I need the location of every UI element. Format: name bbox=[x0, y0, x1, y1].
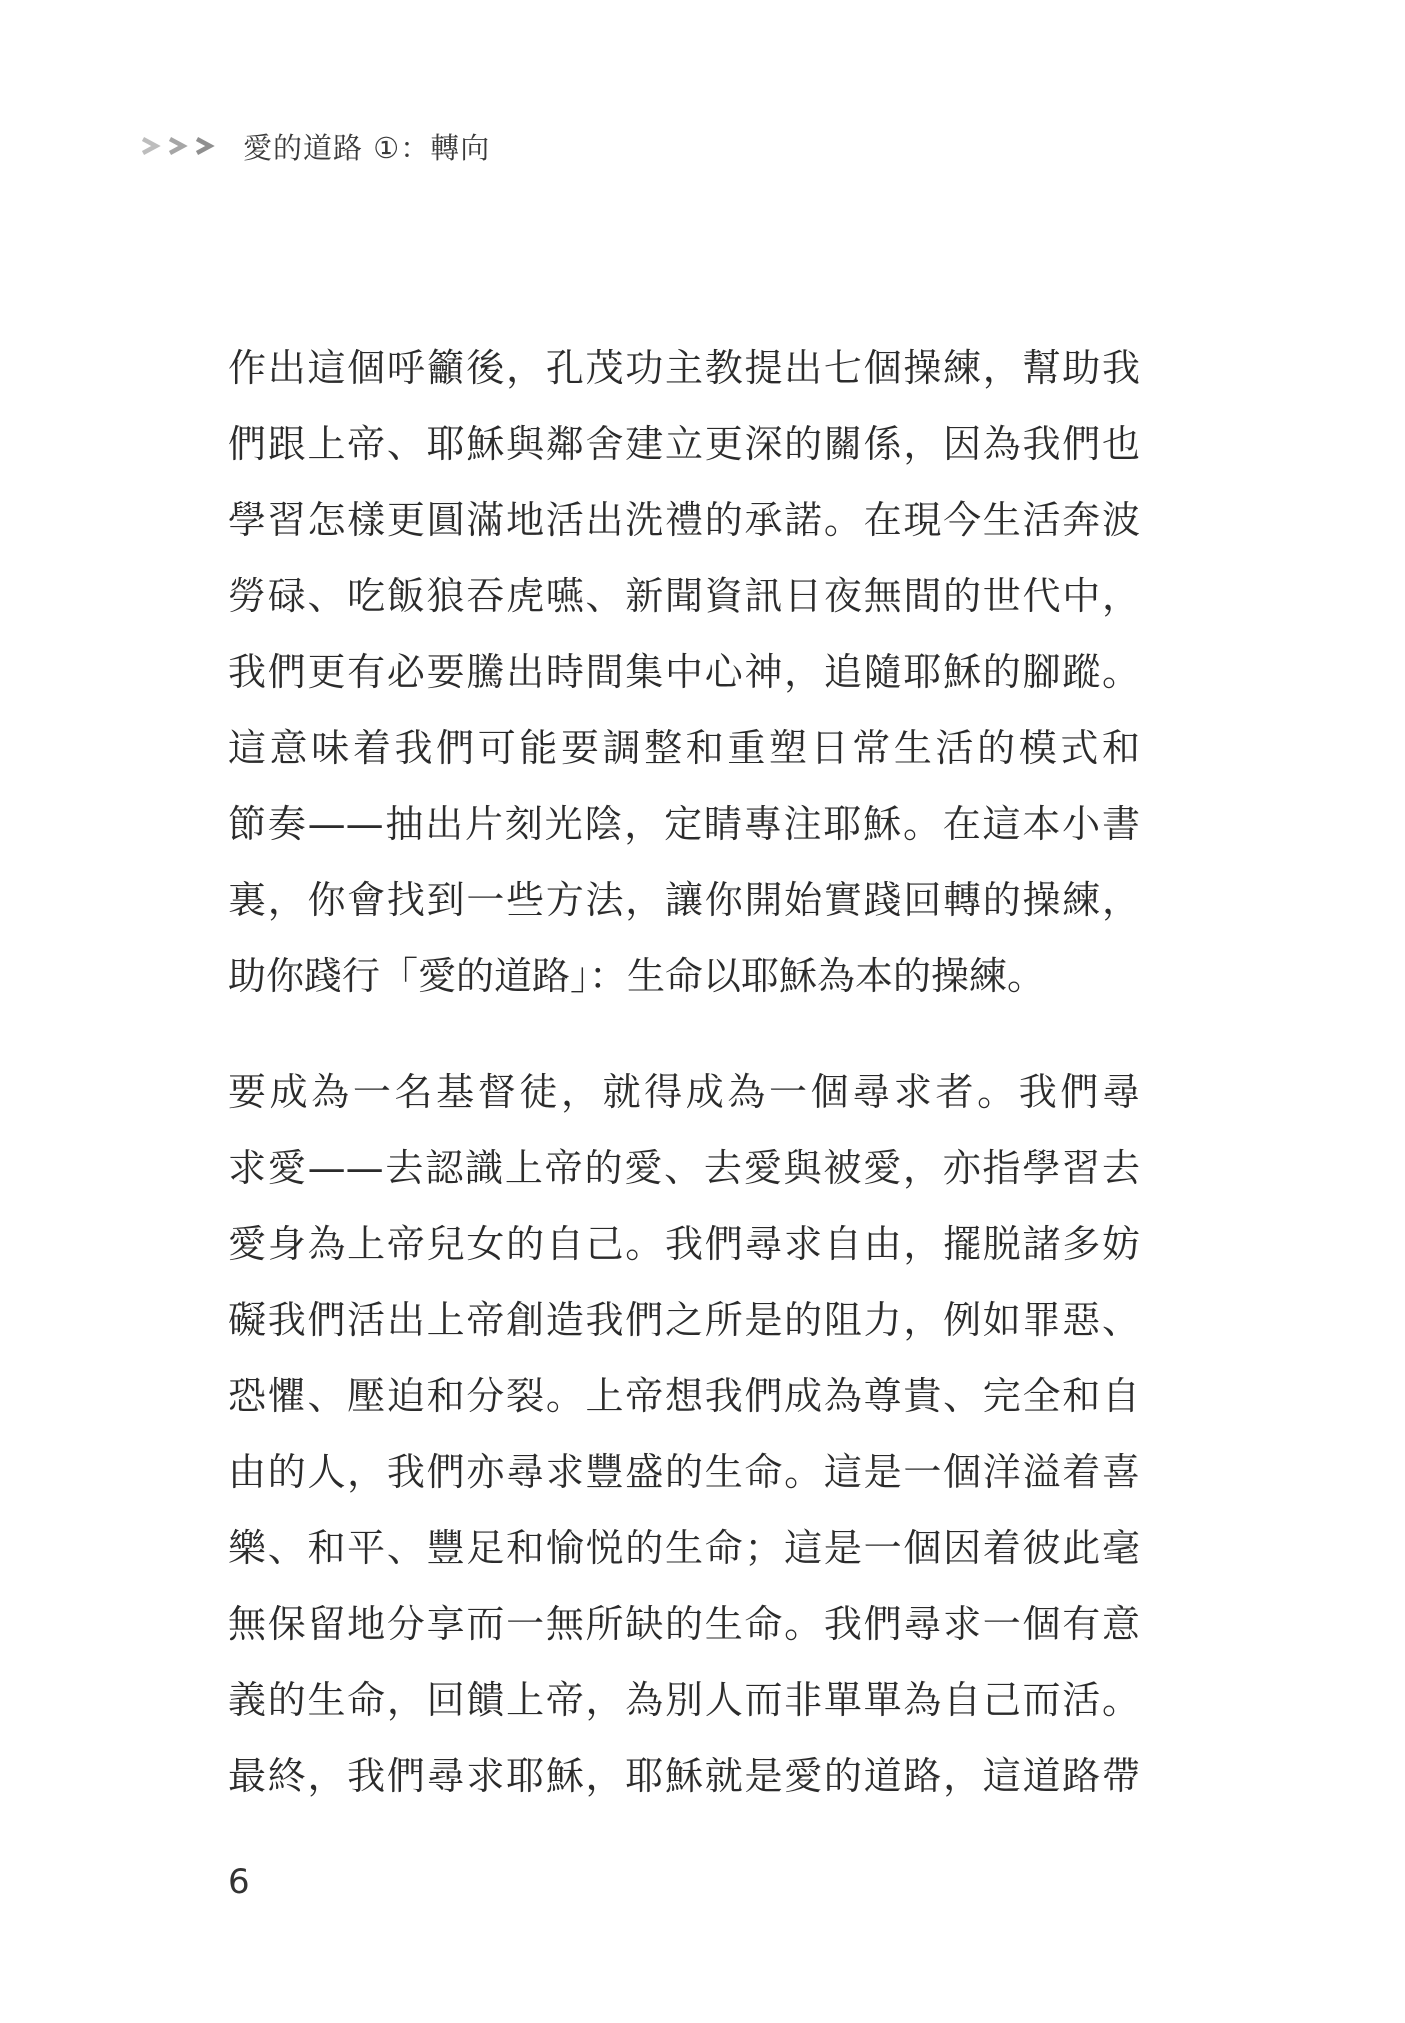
text-line: 作出這個呼籲後，孔茂功主教提出七個操練，幫助我 bbox=[228, 346, 1140, 390]
chevron-right-icon bbox=[194, 137, 218, 155]
running-header bbox=[140, 124, 490, 168]
text-line: 要成為一名基督徒，就得成為一個尋求者。我們尋 bbox=[228, 1070, 1140, 1114]
text-line: 求愛——去認識上帝的愛、去愛與被愛，亦指學習去 bbox=[228, 1146, 1140, 1190]
text-line: 我們更有必要騰出時間集中心神，追隨耶穌的腳蹤。 bbox=[228, 650, 1140, 694]
chevron-right-icon bbox=[167, 137, 191, 155]
text-line: 最終，我們尋求耶穌，耶穌就是愛的道路，這道路帶 bbox=[228, 1754, 1140, 1798]
text-line: 們跟上帝、耶穌與鄰舍建立更深的關係，因為我們也 bbox=[228, 422, 1140, 466]
text-line: 學習怎樣更圓滿地活出洗禮的承諾。在現今生活奔波 bbox=[228, 498, 1140, 542]
text-line: 礙我們活出上帝創造我們之所是的阻力，例如罪惡、 bbox=[228, 1298, 1140, 1342]
chapter-title: 愛的道路 ①：轉向 bbox=[243, 130, 491, 165]
chevron-right-icon bbox=[140, 137, 164, 155]
text-line: 無保留地分享而一無所缺的生命。我們尋求一個有意 bbox=[228, 1602, 1140, 1646]
paragraph-1 bbox=[228, 330, 1140, 1014]
text-line: 助你踐行「愛的道路」：生命以耶穌為本的操練。 bbox=[228, 954, 1046, 998]
text-line: 勞碌、吃飯狼吞虎嚥、新聞資訊日夜無間的世代中， bbox=[228, 574, 1140, 618]
triple-chevron-icon bbox=[140, 137, 221, 155]
text-line: 樂、和平、豐足和愉悦的生命；這是一個因着彼此毫 bbox=[228, 1526, 1140, 1570]
text-line: 節奏——抽出片刻光陰，定睛專注耶穌。在這本小書 bbox=[228, 802, 1140, 846]
text-line: 義的生命，回饋上帝，為別人而非單單為自己而活。 bbox=[228, 1678, 1140, 1722]
text-line: 這意味着我們可能要調整和重塑日常生活的模式和 bbox=[228, 726, 1140, 770]
text-line: 由的人，我們亦尋求豐盛的生命。這是一個洋溢着喜 bbox=[228, 1450, 1140, 1494]
text-line: 恐懼、壓迫和分裂。上帝想我們成為尊貴、完全和自 bbox=[228, 1374, 1140, 1418]
paragraph-2 bbox=[228, 1054, 1140, 1814]
text-line: 愛身為上帝兒女的自己。我們尋求自由，擺脱諸多妨 bbox=[228, 1222, 1140, 1266]
page-number: 6 bbox=[228, 1862, 250, 1902]
body-text bbox=[228, 330, 1140, 1814]
text-line: 裏，你會找到一些方法，讓你開始實踐回轉的操練， bbox=[228, 878, 1140, 922]
